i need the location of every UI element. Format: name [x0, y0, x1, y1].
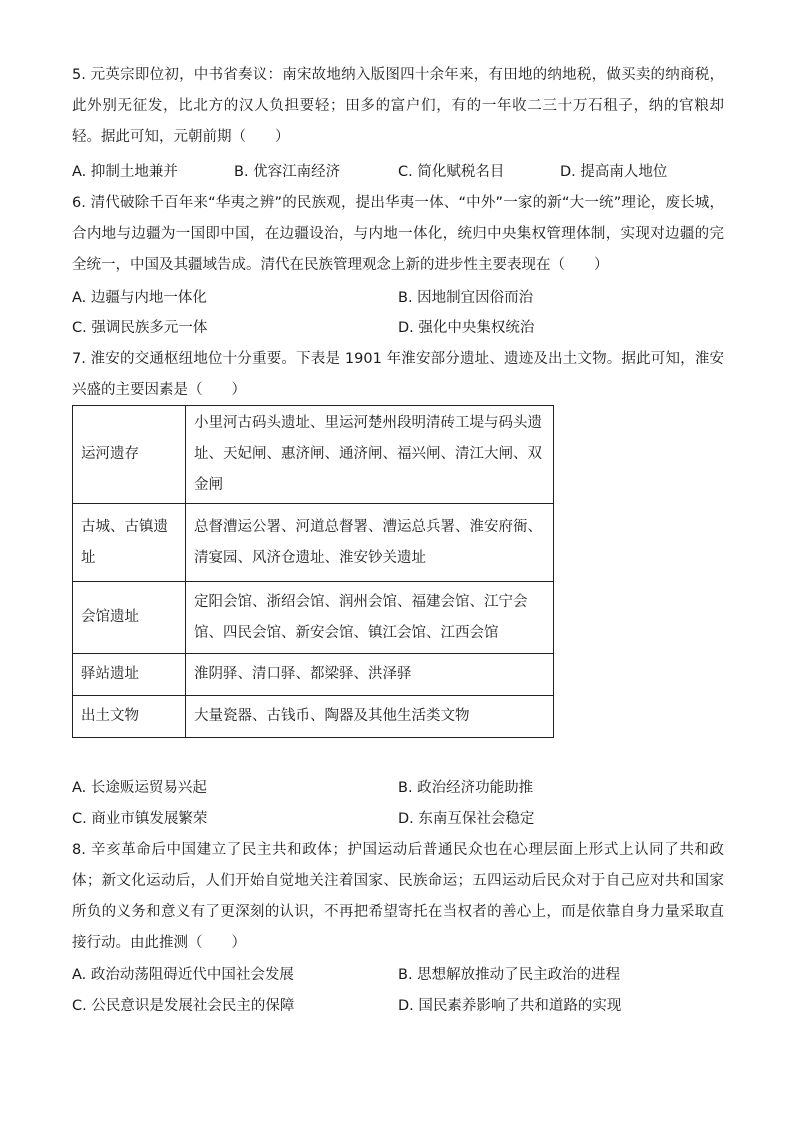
question-6-stem: 6. 清代破除千百年来“华夷之辨”的民族观，提出华夷一体、“中外”一家的新“大一统”理论，废长城，合内地与边疆为一国即中国，在边疆设治，与内地一体化，统归中央集权管理体制，实现对边疆的完全统一，中国及其疆域告成。清代在民族管理观念上新的进步性主要表现在（ ）: [72, 195, 724, 273]
table-row-value: 定阳会馆、浙绍会馆、润州会馆、福建会馆、江宁会馆、四民会馆、新安会馆、镇江会馆、江西会馆: [186, 582, 554, 654]
table-row: [73, 696, 554, 738]
table-row: [73, 654, 554, 696]
question-5-option-c[interactable]: C. 简化赋税名目: [398, 164, 505, 180]
question-6-option-d[interactable]: D. 强化中央集权统治: [398, 320, 535, 336]
question-6-option-b[interactable]: B. 因地制宜因俗而治: [398, 290, 534, 306]
table-row: [73, 406, 554, 504]
table-row-value: 大量瓷器、古钱币、陶器及其他生活类文物: [186, 696, 554, 738]
question-7-option-c[interactable]: C. 商业市镇发展繁荣: [72, 811, 208, 827]
table-row-label: 古城、古镇遗址: [73, 504, 186, 582]
relics-table: [72, 405, 554, 738]
table-row-label: 驿站遗址: [73, 654, 186, 696]
table-row: [73, 504, 554, 582]
table-row-value: 总督漕运公署、河道总督署、漕运总兵署、淮安府衙、清宴园、风济仓遗址、淮安钞关遗址: [186, 504, 554, 582]
question-6-option-a[interactable]: A. 边疆与内地一体化: [72, 290, 207, 306]
question-7-option-b[interactable]: B. 政治经济功能助推: [398, 780, 534, 796]
table-row: [73, 582, 554, 654]
table-row-label: 出土文物: [73, 696, 186, 738]
question-5-option-d[interactable]: D. 提高南人地位: [560, 164, 668, 180]
question-5-stem: 5. 元英宗即位初，中书省奏议：南宋故地纳入版图四十余年来，有田地的纳地税，做买卖的纳商税，此外别无征发，比北方的汉人负担要轻；田多的富户们，有的一年收二三十万石租子，纳的官粮却轻。据此可知，元朝前期（ ）: [72, 67, 724, 145]
question-8-option-a[interactable]: A. 政治动荡阻碍近代中国社会发展: [72, 967, 294, 983]
question-7-stem: 7. 淮安的交通枢纽地位十分重要。下表是 1901 年淮安部分遗址、遗迹及出土文物。据此可知，淮安兴盛的主要因素是（ ）: [72, 351, 724, 398]
question-5-option-b[interactable]: B. 优容江南经济: [234, 164, 341, 180]
table-row-label: 运河遗存: [73, 406, 186, 504]
table-row-value: 淮阴驿、清口驿、都梁驿、洪泽驿: [186, 654, 554, 696]
question-7-option-a[interactable]: A. 长途贩运贸易兴起: [72, 780, 207, 796]
question-8-stem: 8. 辛亥革命后中国建立了民主共和政体；护国运动后普通民众也在心理层面上形式上认同了共和政体；新文化运动后，人们开始自觉地关注着国家、民族命运；五四运动后民众对于自己应对共和国家所负的义务和意义有了更深刻的认识，不再把希望寄托在当权者的善心上，而是依靠自身力量采取直接行动。由此推测（ ）: [72, 842, 724, 951]
question-6-option-c[interactable]: C. 强调民族多元一体: [72, 320, 208, 336]
table-row-value: 小里河古码头遗址、里运河楚州段明清砖工堤与码头遗址、天妃闸、惠济闸、通济闸、福兴闸、清江大闸、双金闸: [186, 406, 554, 504]
question-8-option-b[interactable]: B. 思想解放推动了民主政治的进程: [398, 967, 621, 983]
question-8-option-d[interactable]: D. 国民素养影响了共和道路的实现: [398, 998, 622, 1014]
question-8-option-c[interactable]: C. 公民意识是发展社会民主的保障: [72, 998, 295, 1014]
table-row-label: 会馆遗址: [73, 582, 186, 654]
question-7-option-d[interactable]: D. 东南互保社会稳定: [398, 811, 535, 827]
question-5-option-a[interactable]: A. 抑制土地兼并: [72, 164, 178, 180]
